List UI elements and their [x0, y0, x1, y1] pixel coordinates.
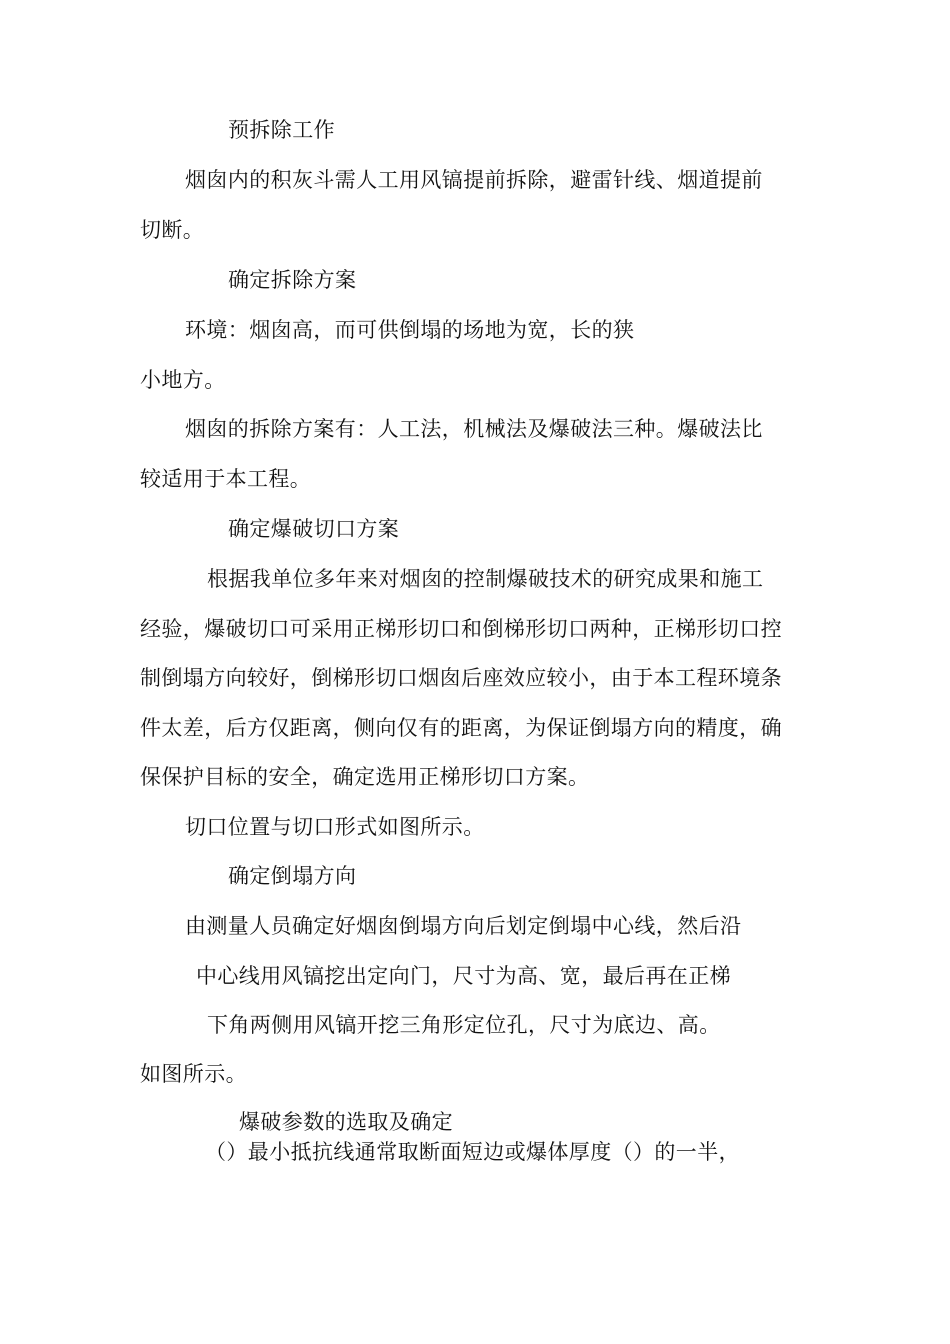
section-heading-cut-plan: 确定爆破切口方案: [228, 517, 400, 541]
section-heading-collapse-direction: 确定倒塌方向: [228, 864, 357, 888]
paragraph-line: 件太差，后方仅距离，侧向仅有的距离，为保证倒塌方向的精度，确: [140, 716, 782, 740]
section-heading-demolition-plan: 确定拆除方案: [228, 268, 357, 292]
paragraph-line: 制倒塌方向较好，倒梯形切口烟囱后座效应较小，由于本工程环境条: [140, 666, 782, 690]
paragraph-line: 保保护目标的安全，确定选用正梯形切口方案。: [140, 765, 590, 789]
paragraph-line: 下角两侧用风镐开挖三角形定位孔，尺寸为底边、高。: [207, 1013, 721, 1037]
paragraph-line: 经验，爆破切口可采用正梯形切口和倒梯形切口两种，正梯形切口控: [140, 617, 782, 641]
paragraph-line: 切断。: [140, 218, 205, 242]
paragraph-line: 烟囱内的积灰斗需人工用风镐提前拆除，避雷针线、烟道提前: [185, 168, 763, 192]
paragraph-line: 切口位置与切口形式如图所示。: [185, 815, 485, 839]
paragraph-line: 根据我单位多年来对烟囱的控制爆破技术的研究成果和施工: [207, 567, 764, 591]
paragraph-line: 中心线用风镐挖出定向门，尺寸为高、宽，最后再在正梯: [196, 964, 731, 988]
paragraph-line: 由测量人员确定好烟囱倒塌方向后划定倒塌中心线，然后沿: [185, 914, 742, 938]
paragraph-line: （）最小抵抗线通常取断面短边或爆体厚度（）的一半，: [205, 1140, 740, 1164]
section-heading-blasting-parameters: 爆破参数的选取及确定: [239, 1110, 453, 1134]
paragraph-line: 如图所示。: [140, 1062, 247, 1086]
paragraph-line: 较适用于本工程。: [140, 467, 312, 491]
paragraph-line: 烟囱的拆除方案有：人工法，机械法及爆破法三种。爆破法比: [185, 417, 763, 441]
paragraph-line: 环境：烟囱高，而可供倒塌的场地为宽，长的狭: [185, 318, 635, 342]
section-heading-pre-demolition: 预拆除工作: [228, 118, 335, 142]
paragraph-line: 小地方。: [140, 368, 226, 392]
